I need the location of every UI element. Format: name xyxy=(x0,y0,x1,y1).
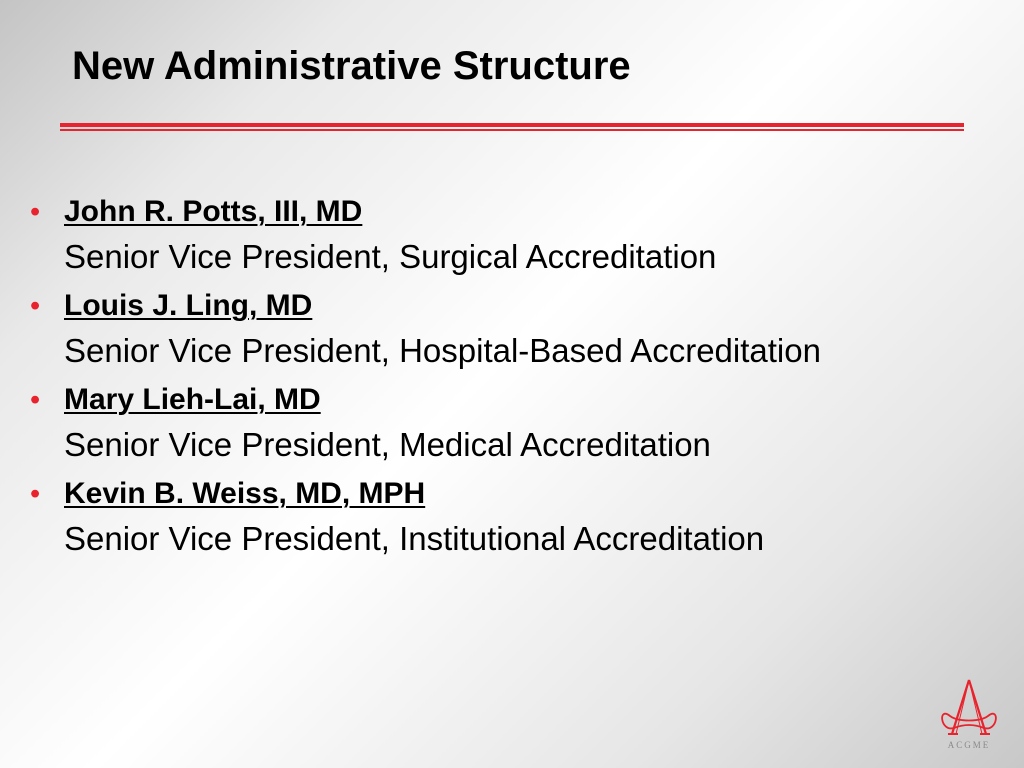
bullet-icon: • xyxy=(30,196,41,228)
person-name: Kevin B. Weiss, MD, MPH xyxy=(64,477,426,510)
person-name: Mary Lieh-Lai, MD xyxy=(64,383,321,416)
bullet-list xyxy=(26,188,1006,564)
slide-title: New Administrative Structure xyxy=(72,44,631,88)
person-role: Senior Vice President, Medical Accreditation xyxy=(64,426,711,463)
acgme-logo xyxy=(934,676,1004,756)
list-item xyxy=(26,470,1006,560)
acgme-logo-icon xyxy=(934,676,1004,740)
bullet-icon: • xyxy=(30,384,41,416)
person-role: Senior Vice President, Hospital-Based Accreditation xyxy=(64,332,821,369)
logo-text: ACGME xyxy=(947,740,991,750)
title-divider xyxy=(60,123,964,132)
person-role: Senior Vice President, Institutional Accreditation xyxy=(64,520,765,557)
divider-line-thin xyxy=(60,129,964,131)
divider-line-thick xyxy=(60,123,964,127)
list-item xyxy=(26,282,1006,372)
person-role: Senior Vice President, Surgical Accreditation xyxy=(64,238,717,275)
list-item xyxy=(26,376,1006,466)
person-name: Louis J. Ling, MD xyxy=(64,289,313,322)
person-name: John R. Potts, III, MD xyxy=(64,195,363,228)
bullet-icon: • xyxy=(30,290,41,322)
bullet-icon: • xyxy=(30,478,41,510)
list-item xyxy=(26,188,1006,278)
